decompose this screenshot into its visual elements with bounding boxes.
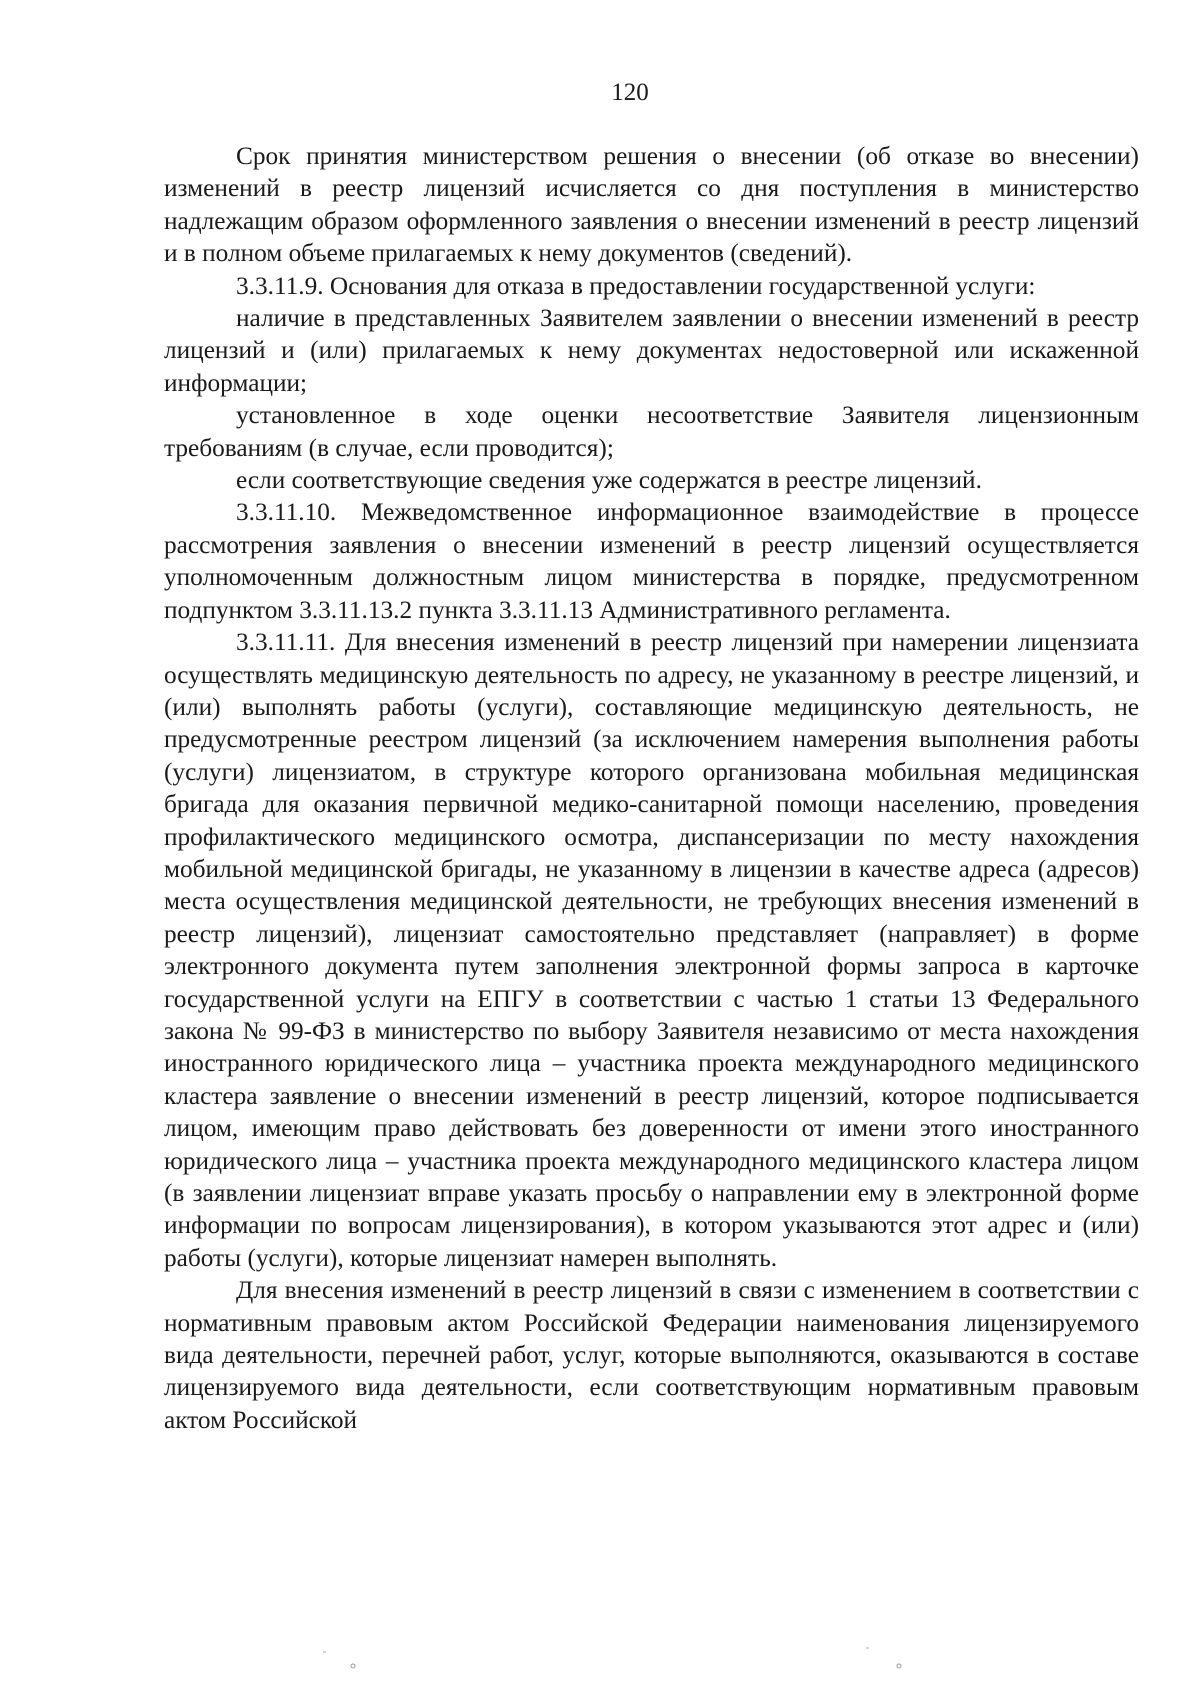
paragraph-license-term: Срок принятия министерством решения о внесении (об отказе во внесении) изменений в реестр лицензий исчисляется со дня поступления в министерство надлежащим образом оформленного заявления о внесении изменений в реестр лицензий и в полном объеме прилагаемых к нему документов (сведений). bbox=[164, 142, 1139, 268]
page-number: 120 bbox=[611, 79, 649, 106]
paragraph-3-3-11-9-refusal-grounds: 3.3.11.9. Основания для отказа в предоставлении государственной услуги: bbox=[236, 271, 1036, 300]
paragraph-name-change: Для внесения изменений в реестр лицензий в связи с изменением в соответствии с нормативным правовым актом Российской Федерации наименования лицензируемого вида деятельности, перечней работ, услуг, которые выполняются, оказываются в составе лицензируемого вида деятельности, если соответствующим нормативным правовым актом Российской bbox=[164, 1276, 1139, 1434]
document-body bbox=[164, 140, 1139, 1436]
paragraph-refusal-false-information: наличие в представленных Заявителем заявлении о внесении изменений в реестр лицензий и (или) прилагаемых к нему документах недостоверной или искаженной информации; bbox=[164, 304, 1139, 397]
paragraph-3-3-11-11-new-address: 3.3.11.11. Для внесения изменений в реестр лицензий при намерении лицензиата осуществлять медицинскую деятельность по адресу, не указанному в реестре лицензий, и (или) выполнять работы (услуги), составляющие медицинскую деятельность, не предусмотренные реестром лицензий (за исключением намерения выполнения работы (услуги) лицензиатом, в структуре которого организована мобильная медицинская бригада для оказания первичной медико-санитарной помощи населению, проведения профилактического медицинского осмотра, диспансеризации по месту нахождения мобильной медицинской бригады, не указанному в лицензии в качестве адреса (адресов) места осуществления медицинской деятельности, не требующих внесения изменений в реестр лицензий), лицензиат самостоятельно представляет (направляет) в форме электронного документа путем заполнения электронной формы запроса в карточке государственной услуги на ЕПГУ в соответствии с частью 1 статьи 13 Федерального закона № 99-ФЗ в министерство по выбору Заявителя независимо от места нахождения иностранного юридического лица – участника проекта международного медицинского кластера заявление о внесении изменений в реестр лицензий, которое подписывается лицом, имеющим право действовать без доверенности от имени этого иностранного юридического лица – участника проекта международного медицинского кластера лицом (в заявлении лицензиат вправе указать просьбу о направлении ему в электронной форме информации по вопросам лицензирования), в котором указываются этот адрес и (или) работы (услуги), которые лицензиат намерен выполнять. bbox=[164, 628, 1139, 1272]
paragraph-3-3-11-10-interagency: 3.3.11.10. Межведомственное информационное взаимодействие в процессе рассмотрения заявления о внесении изменений в реестр лицензий осуществляется уполномоченным должностным лицом министерства в порядке, предусмотренном подпунктом 3.3.11.13.2 пункта 3.3.11.13 Административного регламента. bbox=[164, 498, 1139, 624]
paragraph-refusal-noncompliance: установленное в ходе оценки несоответствие Заявителя лицензионным требованиям (в случае, если проводится); bbox=[164, 401, 1139, 462]
paragraph-refusal-already-recorded: если соответствующие сведения уже содержатся в реестре лицензий. bbox=[236, 466, 982, 495]
